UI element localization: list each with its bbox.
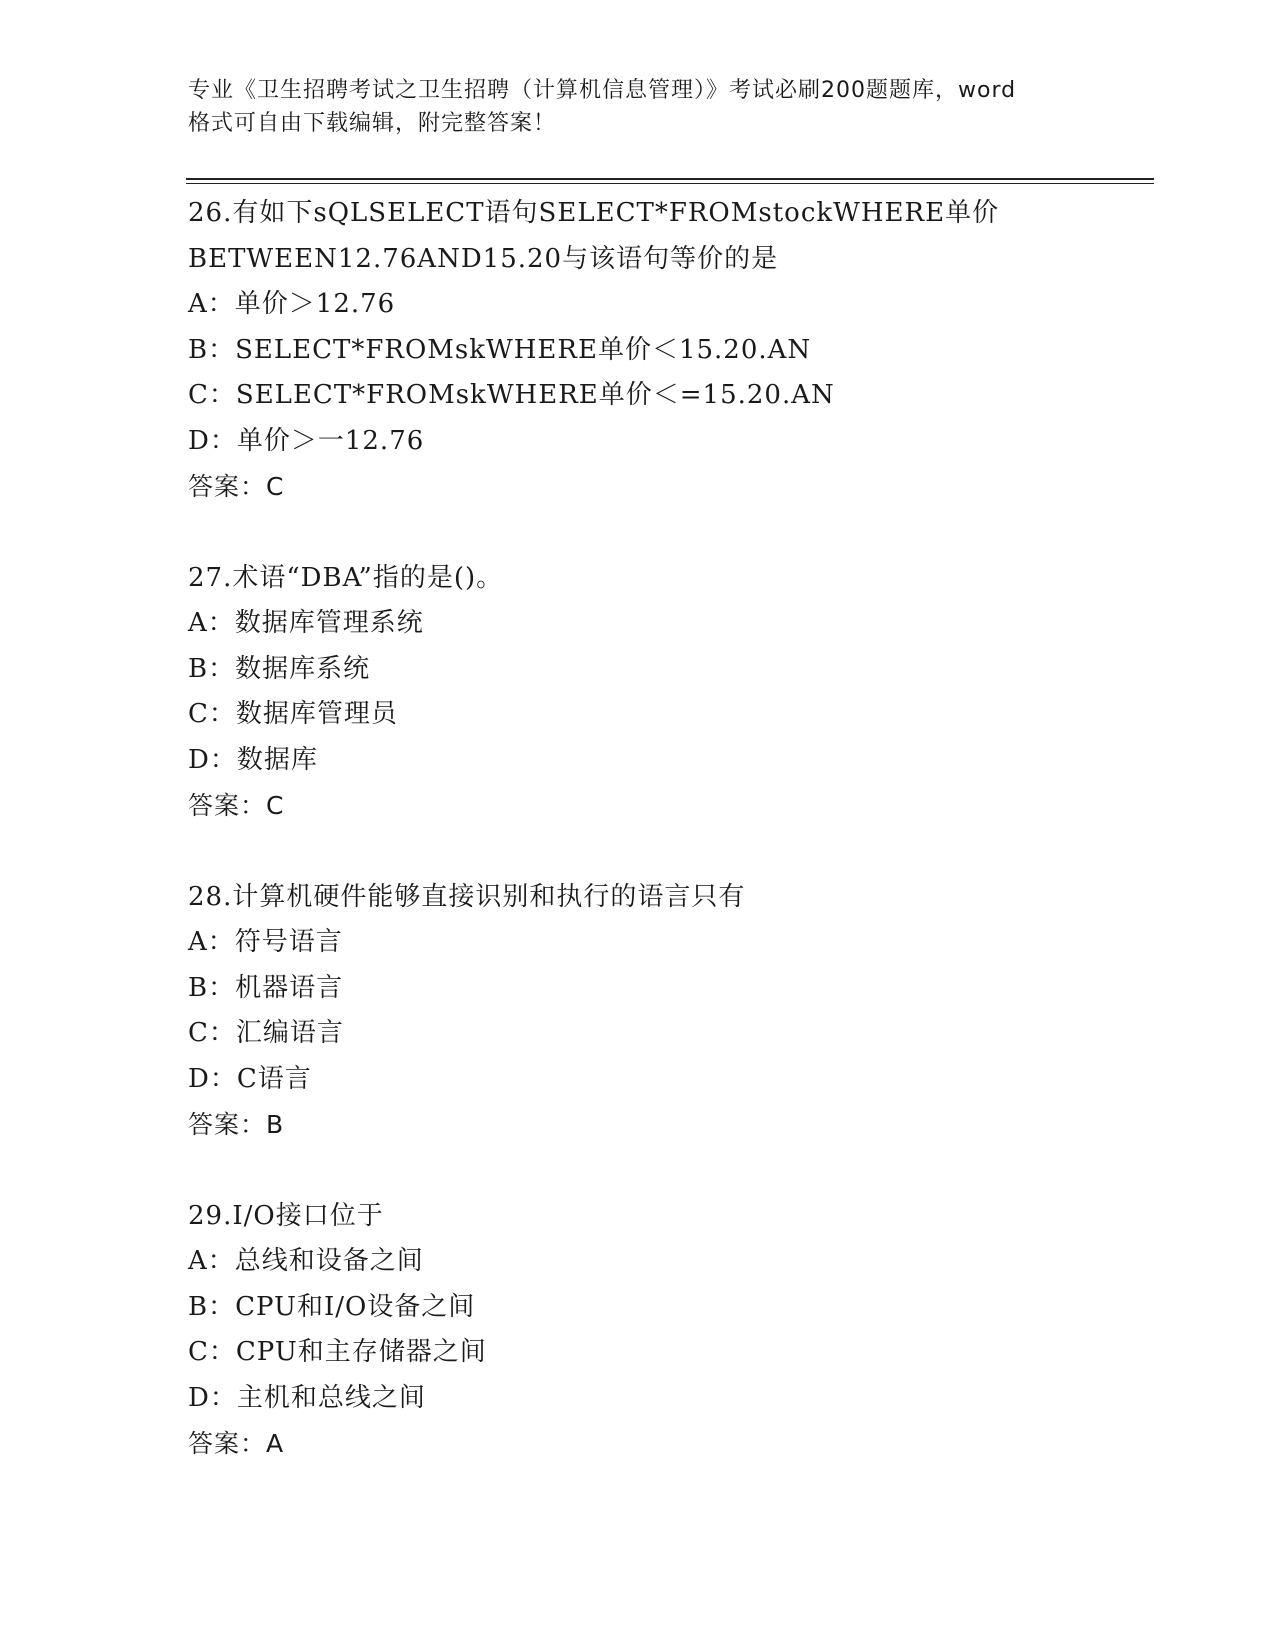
- question-28: [188, 875, 1148, 1148]
- question-stem-line: 27.术语“DBA”指的是()。: [188, 562, 504, 593]
- question-stem-line: 26.有如下sQLSELECT语句SELECT*FROMstockWHERE单价: [188, 198, 1000, 228]
- header-divider-thin: [186, 183, 1154, 184]
- document-header: [188, 74, 1088, 140]
- option-a: A：总线和设备之间: [188, 1246, 424, 1276]
- option-b: B：CPU和I/O设备之间: [188, 1291, 476, 1322]
- option-d: D：单价＞一12.76: [188, 425, 425, 456]
- option-a: A：单价＞12.76: [188, 289, 396, 319]
- question-27: [188, 556, 1148, 829]
- header-line-2: 格式可自由下载编辑，附完整答案！: [188, 111, 557, 136]
- header-divider-thick: [186, 178, 1154, 180]
- answer-line: 答案：C: [188, 791, 285, 820]
- option-a: A：符号语言: [188, 927, 343, 957]
- question-stem-line: 29.I/O接口位于: [188, 1200, 384, 1231]
- question-stem-line: 28.计算机硬件能够直接识别和执行的语言只有: [188, 881, 746, 912]
- option-a: A：数据库管理系统: [188, 608, 424, 638]
- option-b: B：SELECT*FROMskWHERE单价＜15.20.AN: [188, 334, 812, 365]
- question-stem-line: BETWEEN12.76AND15.20与该语句等价的是: [188, 243, 779, 274]
- answer-line: 答案：A: [188, 1429, 285, 1458]
- question-list: [188, 191, 1148, 1513]
- option-c: C：CPU和主存储器之间: [188, 1337, 487, 1367]
- question-26: [188, 191, 1148, 510]
- answer-line: 答案：C: [188, 472, 285, 501]
- question-29: [188, 1194, 1148, 1467]
- option-d: D：数据库: [188, 744, 318, 775]
- answer-line: 答案：B: [188, 1110, 285, 1139]
- header-line-1: 专业《卫生招聘考试之卫生招聘（计算机信息管理）》考试必刷200题题库，word: [188, 78, 1017, 103]
- option-b: B：数据库系统: [188, 653, 371, 684]
- option-d: D：主机和总线之间: [188, 1382, 426, 1413]
- option-d: D：C语言: [188, 1063, 312, 1094]
- option-c: C：汇编语言: [188, 1018, 344, 1048]
- option-c: C：SELECT*FROMskWHERE单价＜=15.20.AN: [188, 380, 835, 410]
- option-b: B：机器语言: [188, 972, 344, 1003]
- option-c: C：数据库管理员: [188, 699, 398, 729]
